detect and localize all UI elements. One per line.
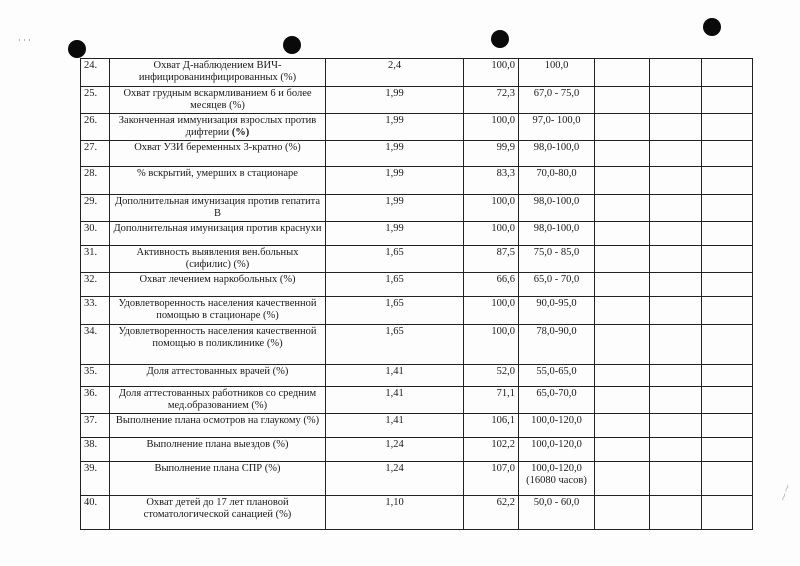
margin-mark: ~~	[775, 481, 795, 504]
weight-cell: 1,41	[326, 414, 464, 438]
empty-cell	[650, 222, 702, 246]
punch-hole	[491, 30, 509, 48]
norm-text: 90,0-95,0	[536, 298, 577, 309]
indicator-text: Охват Д-наблюдением ВИЧ-инфицированинфицированных (%)	[138, 60, 297, 83]
norm-text: 65,0-70,0	[536, 388, 577, 399]
indicator-cell	[110, 462, 326, 496]
empty-cell	[650, 59, 702, 87]
row-number: 24.	[81, 59, 110, 87]
norm-cell	[519, 325, 595, 365]
row-number: 28.	[81, 167, 110, 195]
empty-cell	[595, 59, 650, 87]
table-row	[81, 325, 753, 365]
table-row	[81, 387, 753, 414]
weight-cell: 1,99	[326, 195, 464, 222]
empty-cell	[595, 114, 650, 141]
weight-cell: 1,65	[326, 325, 464, 365]
value-cell: 100,0	[464, 325, 519, 365]
row-number: 27.	[81, 141, 110, 167]
indicator-text: Доля аттестованных работников со средним мед.образованием (%)	[118, 388, 317, 411]
table-row	[81, 414, 753, 438]
norm-cell	[519, 365, 595, 387]
table-row	[81, 462, 753, 496]
empty-cell	[650, 87, 702, 114]
value-cell: 100,0	[464, 222, 519, 246]
indicator-text: Дополнительная имунизация против краснухи	[113, 223, 322, 234]
indicator-cell	[110, 438, 326, 462]
indicator-bold-suffix: (%)	[231, 127, 250, 138]
norm-text: 75,0 - 85,0	[533, 247, 580, 258]
norm-text: 100,0-120,0	[531, 415, 582, 426]
weight-cell: 1,24	[326, 438, 464, 462]
empty-cell	[595, 195, 650, 222]
indicator-cell	[110, 387, 326, 414]
punch-hole	[68, 40, 86, 58]
indicator-cell	[110, 141, 326, 167]
value-cell: 106,1	[464, 414, 519, 438]
table-row	[81, 114, 753, 141]
indicator-text: Выполнение плана выездов (%)	[146, 439, 289, 450]
norm-cell	[519, 297, 595, 325]
indicator-text: Доля аттестованных врачей (%)	[146, 366, 289, 377]
weight-cell: 2,4	[326, 59, 464, 87]
empty-cell	[595, 222, 650, 246]
indicator-text: Выполнение плана осмотров на глаукому (%)	[115, 415, 320, 426]
weight-cell: 1,41	[326, 365, 464, 387]
empty-cell	[650, 167, 702, 195]
weight-cell: 1,65	[326, 273, 464, 297]
value-cell: 102,2	[464, 438, 519, 462]
empty-cell	[650, 246, 702, 273]
norm-text: 65,0 - 70,0	[533, 274, 580, 285]
row-number: 40.	[81, 496, 110, 530]
weight-cell: 1,99	[326, 167, 464, 195]
norm-cell	[519, 222, 595, 246]
table-row	[81, 496, 753, 530]
value-cell: 100,0	[464, 297, 519, 325]
norm-text: 100,0-120,0	[531, 439, 582, 450]
empty-cell	[650, 438, 702, 462]
empty-cell	[702, 325, 753, 365]
norm-text: 78,0-90,0	[536, 326, 577, 337]
table-row	[81, 246, 753, 273]
weight-cell: 1,99	[326, 222, 464, 246]
empty-cell	[702, 222, 753, 246]
indicator-text: Охват лечением наркобольных (%)	[139, 274, 296, 285]
empty-cell	[702, 297, 753, 325]
norm-cell	[519, 414, 595, 438]
empty-cell	[702, 87, 753, 114]
norm-cell	[519, 195, 595, 222]
empty-cell	[650, 141, 702, 167]
empty-cell	[595, 273, 650, 297]
empty-cell	[595, 414, 650, 438]
table-row	[81, 365, 753, 387]
empty-cell	[702, 438, 753, 462]
value-cell: 87,5	[464, 246, 519, 273]
empty-cell	[595, 325, 650, 365]
table-row	[81, 273, 753, 297]
norm-text: 98,0-100,0	[533, 223, 580, 234]
value-cell: 99,9	[464, 141, 519, 167]
empty-cell	[650, 297, 702, 325]
norm-text: 100,0	[544, 60, 569, 71]
table-row	[81, 87, 753, 114]
empty-cell	[595, 387, 650, 414]
weight-cell: 1,99	[326, 114, 464, 141]
indicator-cell	[110, 222, 326, 246]
weight-cell: 1,10	[326, 496, 464, 530]
row-number: 37.	[81, 414, 110, 438]
empty-cell	[702, 59, 753, 87]
indicator-cell	[110, 365, 326, 387]
norm-cell	[519, 273, 595, 297]
empty-cell	[702, 462, 753, 496]
indicator-text: Охват УЗИ беременных 3-кратно (%)	[134, 142, 301, 153]
indicator-text: Удовлетворенность населения качественной помощью в стационаре (%)	[118, 298, 317, 321]
norm-cell	[519, 167, 595, 195]
value-cell: 107,0	[464, 462, 519, 496]
row-number: 26.	[81, 114, 110, 141]
norm-text: 98,0-100,0	[533, 142, 580, 153]
indicator-text: Выполнение плана СПР (%)	[154, 463, 281, 474]
empty-cell	[650, 462, 702, 496]
norm-text: 97,0- 100,0	[532, 115, 581, 126]
value-cell: 100,0	[464, 59, 519, 87]
empty-cell	[595, 141, 650, 167]
indicator-cell	[110, 59, 326, 87]
norm-cell	[519, 462, 595, 496]
norm-cell	[519, 114, 595, 141]
norm-text: 50,0 - 60,0	[533, 497, 580, 508]
indicator-cell	[110, 246, 326, 273]
norm-cell	[519, 59, 595, 87]
table-row	[81, 222, 753, 246]
indicator-cell	[110, 325, 326, 365]
empty-cell	[702, 273, 753, 297]
empty-cell	[702, 167, 753, 195]
empty-cell	[595, 365, 650, 387]
indicator-text: Законченная иммунизация взрослых против дифтерии	[118, 115, 317, 138]
value-cell: 66,6	[464, 273, 519, 297]
value-cell: 100,0	[464, 195, 519, 222]
table-row	[81, 438, 753, 462]
row-number: 34.	[81, 325, 110, 365]
norm-text: 70,0-80,0	[536, 168, 577, 179]
table-row	[81, 195, 753, 222]
empty-cell	[595, 297, 650, 325]
norm-text: 100,0-120,0	[531, 463, 582, 474]
row-number: 30.	[81, 222, 110, 246]
value-cell: 100,0	[464, 114, 519, 141]
norm-cell	[519, 246, 595, 273]
row-number: 38.	[81, 438, 110, 462]
table-row	[81, 167, 753, 195]
empty-cell	[702, 365, 753, 387]
empty-cell	[702, 414, 753, 438]
empty-cell	[650, 387, 702, 414]
indicator-text: Охват грудным вскармливанием 6 и более месяцев (%)	[123, 88, 312, 111]
indicator-cell	[110, 496, 326, 530]
norm-text: 55,0-65,0	[536, 366, 577, 377]
empty-cell	[702, 141, 753, 167]
norm-text: 98,0-100,0	[533, 196, 580, 207]
indicator-text: Удовлетворенность населения качественной помощью в поликлинике (%)	[118, 326, 317, 349]
indicator-cell	[110, 114, 326, 141]
value-cell: 62,2	[464, 496, 519, 530]
empty-cell	[595, 87, 650, 114]
weight-cell: 1,65	[326, 297, 464, 325]
empty-cell	[650, 195, 702, 222]
row-number: 39.	[81, 462, 110, 496]
empty-cell	[702, 114, 753, 141]
empty-cell	[650, 325, 702, 365]
row-number: 25.	[81, 87, 110, 114]
punch-hole	[703, 18, 721, 36]
empty-cell	[595, 462, 650, 496]
row-number: 31.	[81, 246, 110, 273]
table-body	[81, 59, 753, 530]
punch-hole	[283, 36, 301, 54]
empty-cell	[650, 365, 702, 387]
norm-cell	[519, 141, 595, 167]
table-row	[81, 297, 753, 325]
norm-cell	[519, 87, 595, 114]
indicators-table	[80, 58, 753, 530]
row-number: 33.	[81, 297, 110, 325]
weight-cell: 1,41	[326, 387, 464, 414]
norm-cell	[519, 496, 595, 530]
indicator-text: % вскрытий, умерших в стационаре	[137, 168, 298, 179]
indicator-cell	[110, 195, 326, 222]
weight-cell: 1,24	[326, 462, 464, 496]
weight-cell: 1,99	[326, 87, 464, 114]
value-cell: 72,3	[464, 87, 519, 114]
weight-cell: 1,65	[326, 246, 464, 273]
weight-cell: 1,99	[326, 141, 464, 167]
value-cell: 52,0	[464, 365, 519, 387]
empty-cell	[595, 496, 650, 530]
empty-cell	[702, 195, 753, 222]
norm-subtext: (16080 часов)	[526, 475, 587, 486]
row-number: 29.	[81, 195, 110, 222]
table-row	[81, 141, 753, 167]
empty-cell	[650, 414, 702, 438]
indicator-text: Охват детей до 17 лет плановой стоматологической санацией (%)	[143, 497, 292, 520]
indicator-text: Активность выявления вен.больных (сифилис) (%)	[136, 247, 299, 270]
norm-cell	[519, 438, 595, 462]
empty-cell	[650, 273, 702, 297]
norm-text: 67,0 - 75,0	[533, 88, 580, 99]
row-number: 35.	[81, 365, 110, 387]
empty-cell	[595, 438, 650, 462]
empty-cell	[702, 496, 753, 530]
row-number: 32.	[81, 273, 110, 297]
norm-cell	[519, 387, 595, 414]
indicator-cell	[110, 297, 326, 325]
empty-cell	[650, 114, 702, 141]
table-row	[81, 59, 753, 87]
empty-cell	[702, 387, 753, 414]
empty-cell	[702, 246, 753, 273]
empty-cell	[595, 167, 650, 195]
scan-speck: · · ·	[18, 36, 31, 45]
row-number: 36.	[81, 387, 110, 414]
indicator-text: Дополнительная имунизация против гепатита В	[114, 196, 321, 219]
indicator-cell	[110, 87, 326, 114]
indicator-cell	[110, 414, 326, 438]
indicator-cell	[110, 273, 326, 297]
value-cell: 83,3	[464, 167, 519, 195]
empty-cell	[595, 246, 650, 273]
empty-cell	[650, 496, 702, 530]
indicator-cell	[110, 167, 326, 195]
value-cell: 71,1	[464, 387, 519, 414]
